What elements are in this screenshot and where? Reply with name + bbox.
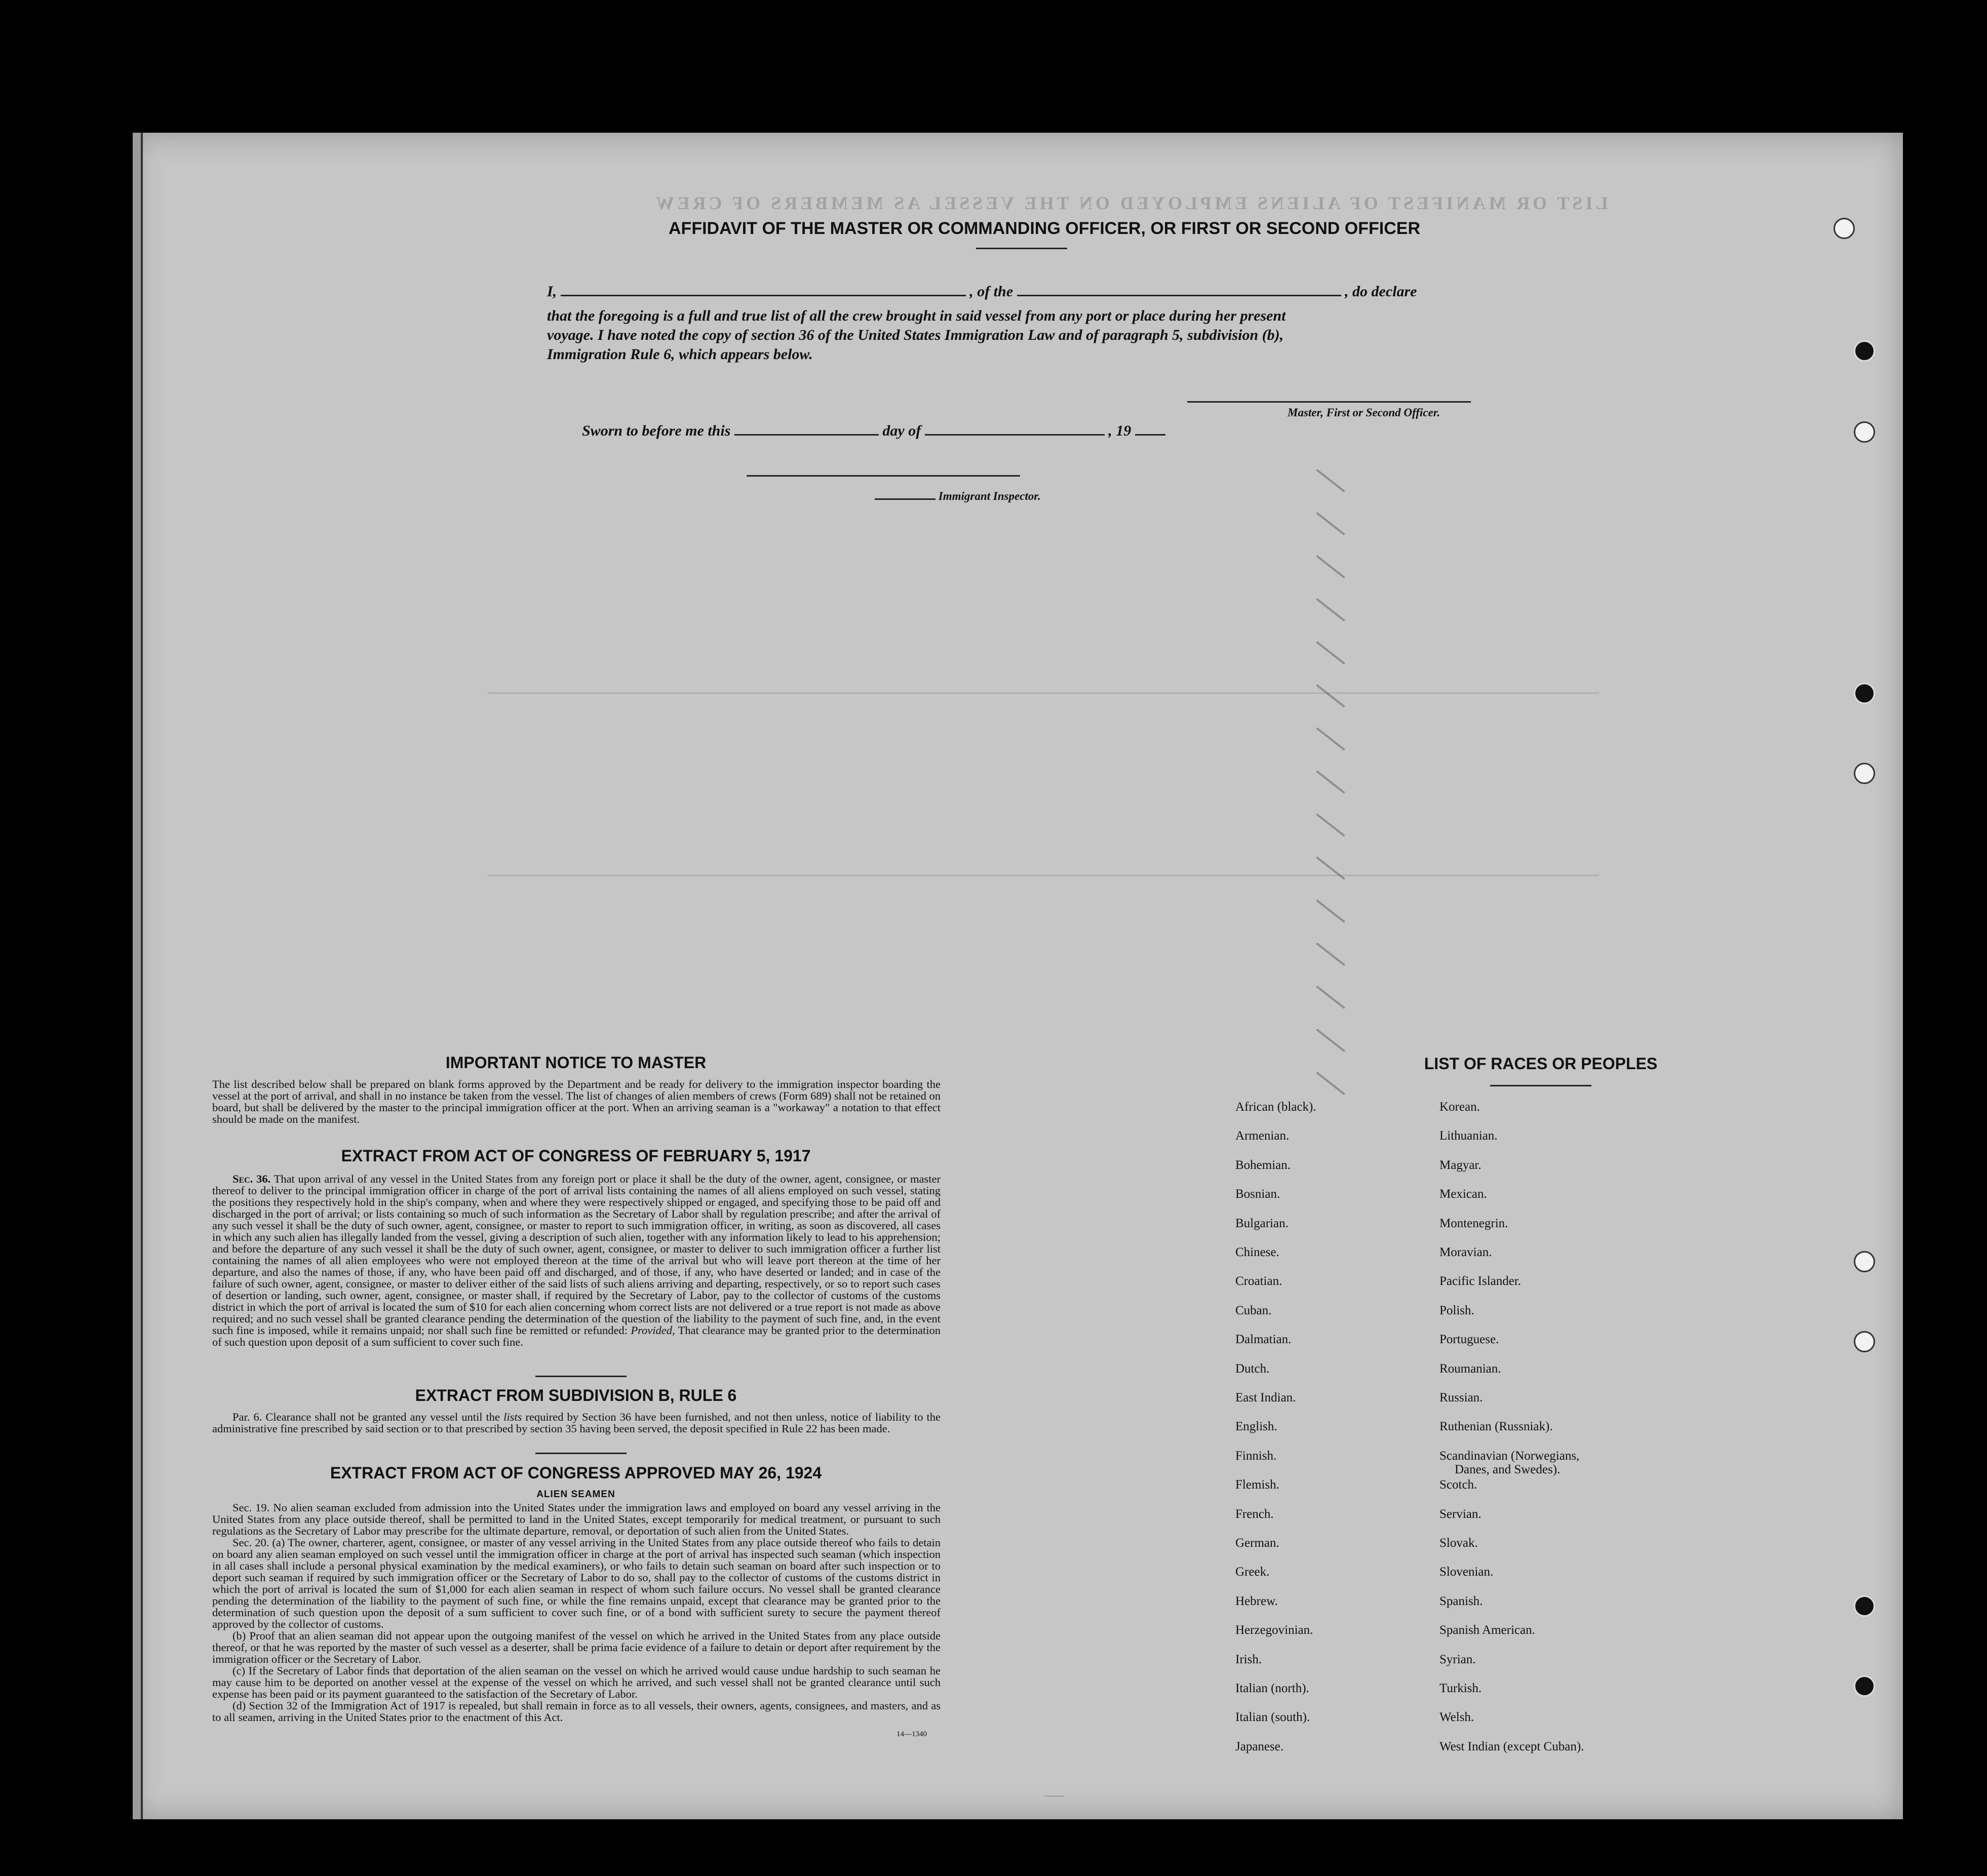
punch-hole bbox=[1854, 421, 1875, 443]
race-item: Irish. bbox=[1235, 1652, 1262, 1666]
affidavit-line-4: Immigration Rule 6, which appears below. bbox=[547, 346, 813, 363]
extract-1917-sec: Sec. 36. bbox=[232, 1172, 271, 1185]
race-item: Italian (north). bbox=[1235, 1682, 1309, 1695]
form-number: 14—1340 bbox=[897, 1730, 927, 1738]
race-item: Slovenian. bbox=[1439, 1565, 1494, 1579]
race-item: Herzegovinian. bbox=[1235, 1623, 1313, 1637]
extract-1924-title: EXTRACT FROM ACT OF CONGRESS APPROVED MAY 26, 1924 bbox=[330, 1464, 822, 1482]
ledger-edge bbox=[133, 133, 143, 1819]
sworn-line bbox=[582, 422, 1165, 440]
sworn-text: Sworn to before me this bbox=[582, 422, 731, 439]
race-item: Chinese. bbox=[1235, 1245, 1279, 1259]
race-item: Spanish American. bbox=[1439, 1623, 1535, 1637]
race-item: African (black). bbox=[1235, 1100, 1316, 1114]
race-item: Dalmatian. bbox=[1235, 1333, 1292, 1347]
affidavit-line-3: voyage. I have noted the copy of section 36 of the United States Immigration Law and of paragraph 5, subdivision (b), bbox=[547, 327, 1284, 343]
sec20d-text: (d) Section 32 of the Immigration Act of 1917 is repealed, but shall remain in force as to all vessels, their owners, agents, consignees, and masters, and as to all seamen, arriving in the United States prior to the enactment of this Act. bbox=[212, 1699, 941, 1724]
signature-smudge: — bbox=[1044, 1782, 1065, 1807]
sworn-month-blank bbox=[925, 434, 1105, 436]
rule6-text-b: required by Section 36 have been furnished, and not then unless, notice of liability to the administrative fine prescribed by said section or to that prescribed by section 35 having been served, the deposit specified in Rule 22 has been made. bbox=[212, 1411, 941, 1435]
affidavit-line-1 bbox=[547, 283, 1417, 300]
race-item: French. bbox=[1235, 1507, 1274, 1521]
race-item: Syrian. bbox=[1439, 1652, 1476, 1666]
rule6-text-a: Par. 6. Clearance shall not be granted any vessel until the bbox=[232, 1411, 500, 1423]
race-item: Bosnian. bbox=[1235, 1187, 1280, 1201]
race-item: Korean. bbox=[1439, 1100, 1480, 1114]
race-item: Russian. bbox=[1439, 1391, 1483, 1404]
race-item: Bulgarian. bbox=[1235, 1216, 1289, 1230]
bleed-through-header: LIST OR MANIFEST OF ALIENS EMPLOYED ON THE VESSEL AS MEMBERS OF CREW bbox=[653, 193, 1608, 213]
extract-1917-proviso: That clearance may be granted prior to the determination of such question upon deposit of a sum sufficient to cover such fine. bbox=[212, 1324, 941, 1348]
affidavit-i: I, bbox=[547, 283, 557, 300]
punch-hole bbox=[1854, 683, 1875, 704]
sec20a-text: Sec. 20. (a) The owner, charterer, agent, consignee, or master of any vessel arriving in the United States from any place outside thereof who fails to detain on board any alien seaman employed on such vessel until the immigration officer in charge at the port of arrival has inspected such seaman (which inspection in all cases shall include a personal physical examination by the medical examiners), or who fails to detain such seaman on board after such inspection or to deport such seaman if required by such immigration officer or the Secretary of Labor to do so, shall pay to the collector of customs of the customs district in which the port of arrival is located the sum of $1,000 for each alien seaman in respect of whom such failure occurs. No vessel shall be granted clearance pending the determination of the liability to the payment of such fine, or while the fine remains unpaid, except that clearance may be granted prior to the determination of such question upon the deposit of a sum sufficient to cover such fine, or of a bond with sufficient surety to secure the payment thereof approved by the collector of customs. bbox=[212, 1536, 941, 1630]
race-item: Welsh. bbox=[1439, 1710, 1474, 1725]
race-item: Armenian. bbox=[1235, 1129, 1290, 1143]
name-blank bbox=[561, 295, 966, 296]
race-item: Polish. bbox=[1439, 1303, 1474, 1317]
sec20c-text: (c) If the Secretary of Labor finds that deportation of the alien seaman on the vessel on which he arrived would cause undue hardship to such seaman he may cause him to be deported on another vessel at the expense of the vessel on which he arrived, and such vessel shall not be granted clearance until such expense has been paid or its payment guaranteed to the satisfaction of the Secretary of Labor. bbox=[212, 1664, 941, 1700]
sworn-year-blank bbox=[1135, 434, 1165, 436]
race-item: Roumanian. bbox=[1439, 1361, 1501, 1376]
race-item: Servian. bbox=[1439, 1507, 1482, 1521]
affidavit-line-2: that the foregoing is a full and true list of all the crew brought in said vessel from any port or place during her present bbox=[547, 307, 1286, 324]
extract-1924-subhead: ALIEN SEAMEN bbox=[536, 1489, 615, 1500]
race-item: Lithuanian. bbox=[1439, 1129, 1498, 1143]
document-sheet bbox=[133, 133, 1903, 1819]
race-item: Turkish. bbox=[1439, 1682, 1482, 1695]
extract-rule6-body bbox=[212, 1411, 941, 1434]
race-item: Slovak. bbox=[1439, 1536, 1478, 1550]
race-item: Dutch. bbox=[1235, 1361, 1270, 1376]
inspector-label bbox=[875, 490, 1041, 503]
affidavit-of-the: , of the bbox=[969, 283, 1014, 300]
punch-hole bbox=[1854, 1331, 1875, 1352]
races-title: LIST OF RACES OR PEOPLES bbox=[1424, 1054, 1658, 1073]
race-item: Hebrew. bbox=[1235, 1594, 1278, 1608]
master-signature-label: Master, First or Second Officer. bbox=[1288, 406, 1440, 419]
vessel-blank bbox=[1017, 295, 1341, 296]
bleed-through-rule bbox=[487, 692, 1599, 694]
race-item: Mexican. bbox=[1439, 1187, 1487, 1201]
affidavit-declare: , do declare bbox=[1345, 283, 1417, 300]
race-item: Scotch. bbox=[1439, 1478, 1477, 1492]
affidavit-title-rule bbox=[976, 248, 1067, 249]
affidavit-title: AFFIDAVIT OF THE MASTER OR COMMANDING OFFICER, OR FIRST OR SECOND OFFICER bbox=[669, 219, 1420, 238]
race-item: Pacific Islander. bbox=[1439, 1274, 1522, 1288]
race-item: Croatian. bbox=[1235, 1274, 1282, 1288]
race-item: Ruthenian (Russniak). bbox=[1439, 1420, 1553, 1434]
extract-1917-title: EXTRACT FROM ACT OF CONGRESS OF FEBRUARY 5, 1917 bbox=[341, 1147, 811, 1165]
race-item: Magyar. bbox=[1439, 1158, 1482, 1172]
punch-hole bbox=[1854, 1595, 1875, 1617]
race-item: Scandinavian (Norwegians, bbox=[1439, 1449, 1580, 1463]
race-item: Finnish. bbox=[1235, 1449, 1277, 1463]
punch-hole bbox=[1854, 1675, 1875, 1697]
inspector-text: Immigrant Inspector. bbox=[938, 490, 1041, 502]
sworn-day-blank bbox=[734, 434, 879, 436]
divider bbox=[535, 1376, 627, 1377]
race-item: Japanese. bbox=[1235, 1739, 1284, 1753]
race-item: English. bbox=[1235, 1420, 1277, 1434]
race-item: Flemish. bbox=[1235, 1478, 1279, 1492]
extract-rule6-title: EXTRACT FROM SUBDIVISION B, RULE 6 bbox=[415, 1386, 737, 1404]
extract-1917-body bbox=[212, 1173, 941, 1348]
sec19-text: Sec. 19. No alien seaman excluded from admission into the United States under the immigration laws and employed on board any vessel arriving in the United States from any place outside thereof, shall be permitted to land in the United States, except temporarily for medical treatment, or pursuant to such regulations as the Secretary of Labor may prescribe for the ultimate departure, removal, or deportation of such alien from the United States. bbox=[212, 1501, 941, 1537]
master-signature-line bbox=[1187, 401, 1471, 403]
notice-title: IMPORTANT NOTICE TO MASTER bbox=[445, 1053, 707, 1072]
race-item: Cuban. bbox=[1235, 1303, 1272, 1317]
extract-1924-body bbox=[212, 1502, 941, 1723]
punch-hole bbox=[1854, 1251, 1875, 1272]
race-item: East Indian. bbox=[1235, 1391, 1296, 1404]
race-item: Italian (south). bbox=[1235, 1710, 1310, 1725]
year-text: , 19 bbox=[1108, 422, 1132, 439]
race-item: Moravian. bbox=[1439, 1245, 1492, 1259]
races-title-rule bbox=[1490, 1085, 1591, 1086]
rule6-lists-word: lists bbox=[503, 1411, 522, 1423]
punch-hole bbox=[1834, 218, 1855, 239]
race-item: West Indian (except Cuban). bbox=[1439, 1739, 1584, 1753]
punch-hole bbox=[1854, 340, 1875, 362]
punch-hole bbox=[1854, 763, 1875, 784]
race-item: Spanish. bbox=[1439, 1594, 1483, 1608]
sec20b-text: (b) Proof that an alien seaman did not appear upon the outgoing manifest of the vessel on which he arrived in the United States from any place outside thereof, or that he was reported by the master of such vessel as a deserter, shall be prima facie evidence of a failure to detain or deport after requirement by the immigration officer or the Secretary of Labor. bbox=[212, 1629, 941, 1665]
race-item: Greek. bbox=[1235, 1565, 1270, 1579]
divider bbox=[535, 1453, 627, 1454]
extract-1917-text: That upon arrival of any vessel in the United States from any foreign port or place it shall be the duty of the owner, agent, consignee, or master thereof to deliver to the principal immigration officer in charge of the port of arrival lists containing the names of all aliens employed on such vessel, stating the positions they respectively hold in the ship's company, when and where they were respectively shipped or engaged, and specifying those to be paid off and discharged in the port of arrival; or lists containing so much of such information as the Secretary of Labor shall by regulation prescribe; and after the arrival of any such vessel it shall be the duty of such owner, agent, consignee, or master to report to such immigration officer, in writing, as soon as discovered, all cases in which any such alien has illegally landed from the vessel, giving a description of such alien, together with any information likely to lead to his apprehension; and before the departure of any such vessel it shall be the duty of such owner, agent, consignee, or master to deliver to such immigration officer a further list containing the names of all alien employees who were not employed thereon at the time of the arrival but who will leave port thereon at the time of her departure, and also the names of those, if any, who have been paid off and discharged, and of those, if any, who have deserted or landed; and in case of the failure of such owner, agent, consignee, or master to deliver either of the said lists of such aliens arriving and departing, respectively, or so to report such cases of desertion or landing, such owner, agent, consignee, or master shall, if required by the Secretary of Labor, pay to the collector of customs of the customs district in which the port of arrival is located the sum of $10 for each alien concerning whom correct lists are not delivered or a true report is not made as above required; and no such vessel shall be granted clearance pending the determination of the question of the liability to the payment of such fine, and, in the event such fine is imposed, while it remains unpaid; nor shall such fine be remitted or refunded: bbox=[212, 1172, 941, 1337]
race-item: German. bbox=[1235, 1536, 1279, 1550]
inspector-signature-line bbox=[747, 475, 1020, 477]
notice-body: The list described below shall be prepared on blank forms approved by the Department and be ready for delivery to the immigration inspector boarding the vessel at the port of arrival, and shall in no instance be taken from the vessel. The list of changes of alien members of crews (Form 689) shall not be retained on board, but shall be delivered by the master to the principal immigration officer at the port. When an arriving seaman is a "workaway" a notation to that effect should be made on the manifest. bbox=[212, 1078, 941, 1125]
race-item: Bohemian. bbox=[1235, 1158, 1291, 1172]
race-item: Portuguese. bbox=[1439, 1333, 1499, 1347]
race-item: Montenegrin. bbox=[1439, 1216, 1508, 1230]
extract-1917-proviso-word: Provided, bbox=[631, 1324, 675, 1337]
day-of-text: day of bbox=[882, 422, 921, 439]
bleed-through-rule bbox=[487, 875, 1599, 876]
race-item-continued: Danes, and Swedes). bbox=[1455, 1462, 1561, 1476]
